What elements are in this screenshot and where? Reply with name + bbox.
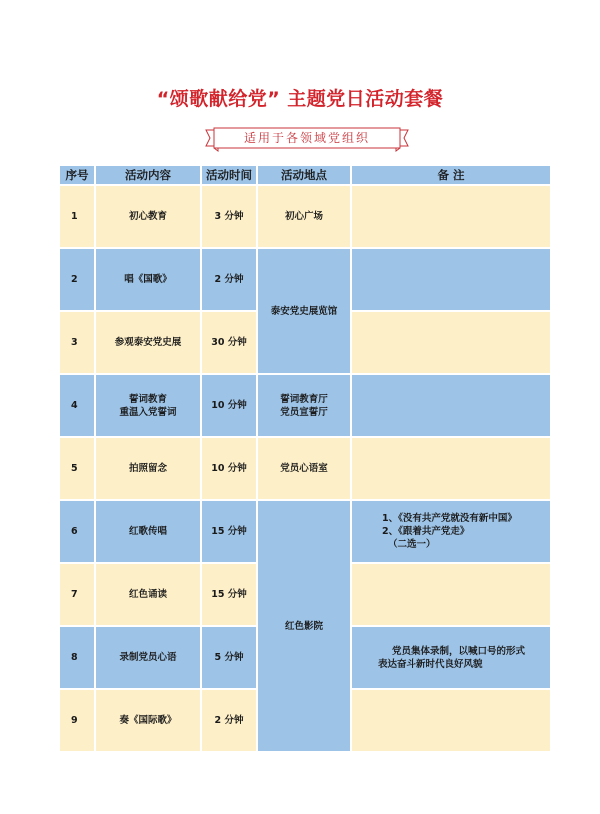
cell-no: 1 bbox=[60, 186, 94, 247]
cell-time: 5 分钟 bbox=[202, 627, 256, 688]
subtitle-ribbon bbox=[204, 127, 410, 153]
cell-notes bbox=[352, 249, 550, 310]
cell-location bbox=[258, 375, 350, 436]
cell-location: 初心广场 bbox=[258, 186, 350, 247]
cell-no: 6 bbox=[60, 501, 94, 562]
table-row bbox=[60, 249, 550, 310]
content-line: 重温入党誓词 bbox=[119, 406, 177, 418]
cell-content: 初心教育 bbox=[96, 186, 200, 247]
cell-time: 15 分钟 bbox=[202, 564, 256, 625]
cell-location-merged: 泰安党史展览馆 bbox=[258, 249, 350, 373]
cell-time: 3 分钟 bbox=[202, 186, 256, 247]
table-row bbox=[60, 438, 550, 499]
page-title: “颂歌献给党” 主题党日活动套餐 bbox=[156, 88, 444, 110]
cell-no: 8 bbox=[60, 627, 94, 688]
cell-content: 奏《国际歌》 bbox=[96, 690, 200, 751]
cell-notes bbox=[352, 564, 550, 625]
cell-no: 3 bbox=[60, 312, 94, 373]
cell-time: 15 分钟 bbox=[202, 501, 256, 562]
note-line: 党员集体录制，以喊口号的形式 bbox=[392, 645, 526, 657]
cell-content: 参观泰安党史展 bbox=[96, 312, 200, 373]
cell-notes bbox=[352, 186, 550, 247]
header-location: 活动地点 bbox=[258, 166, 350, 184]
note-line: （二选一） bbox=[388, 539, 436, 550]
cell-no: 5 bbox=[60, 438, 94, 499]
cell-time: 30 分钟 bbox=[202, 312, 256, 373]
cell-time: 2 分钟 bbox=[202, 249, 256, 310]
header-no: 序号 bbox=[60, 166, 94, 184]
cell-content: 拍照留念 bbox=[96, 438, 200, 499]
cell-content: 唱《国歌》 bbox=[96, 249, 200, 310]
note-line: 2、《跟着共产党走》 bbox=[382, 526, 470, 537]
header-time: 活动时间 bbox=[202, 166, 256, 184]
cell-no: 2 bbox=[60, 249, 94, 310]
cell-time: 10 分钟 bbox=[202, 438, 256, 499]
activity-table bbox=[58, 164, 552, 753]
table-header-row bbox=[60, 166, 550, 184]
note-line: 表达奋斗新时代良好风貌 bbox=[378, 658, 483, 670]
header-content: 活动内容 bbox=[96, 166, 200, 184]
cell-content: 红歌传唱 bbox=[96, 501, 200, 562]
table-row bbox=[60, 375, 550, 436]
subtitle: 适用于各领域党组织 bbox=[243, 131, 370, 145]
cell-notes bbox=[352, 438, 550, 499]
cell-notes bbox=[352, 375, 550, 436]
cell-time: 2 分钟 bbox=[202, 690, 256, 751]
cell-notes bbox=[352, 690, 550, 751]
note-line: 1、《没有共产党就没有新中国》 bbox=[382, 513, 517, 524]
location-line: 誓词教育厅 bbox=[280, 393, 328, 405]
location-line: 党员宣誓厅 bbox=[280, 406, 328, 418]
cell-no: 4 bbox=[60, 375, 94, 436]
cell-notes bbox=[352, 627, 550, 688]
cell-no: 7 bbox=[60, 564, 94, 625]
cell-location-merged: 红色影院 bbox=[258, 501, 350, 751]
content-line: 誓词教育 bbox=[128, 393, 167, 405]
cell-no: 9 bbox=[60, 690, 94, 751]
table-row bbox=[60, 501, 550, 562]
table-row bbox=[60, 186, 550, 247]
cell-content bbox=[96, 375, 200, 436]
cell-time: 10 分钟 bbox=[202, 375, 256, 436]
cell-content: 录制党员心语 bbox=[96, 627, 200, 688]
cell-notes bbox=[352, 501, 550, 562]
cell-notes bbox=[352, 312, 550, 373]
cell-location: 党员心语室 bbox=[258, 438, 350, 499]
header-notes: 备 注 bbox=[352, 166, 550, 184]
cell-content: 红色诵读 bbox=[96, 564, 200, 625]
